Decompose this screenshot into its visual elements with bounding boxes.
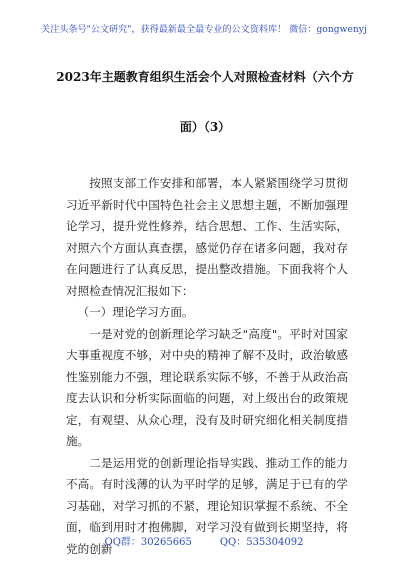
document-title-line-1: 2023年主题教育组织生活会个人对照检查材料（六个方 xyxy=(56,70,354,84)
footer-contact xyxy=(0,533,408,548)
document-body xyxy=(66,173,348,560)
section-heading-theory-study: （一）理论学习方面。 xyxy=(77,305,194,319)
intro-paragraph: 按照支部工作安排和部署，本人紧紧围绕学习贯彻习近平新时代中国特色社会主义思想主题，不断加强理论学习，提升党性修养，结合思想、工作、生活实际，对照六个方面认真查摆，感觉仍存在诸多问题，我对存在问题进行了认真反思，提出整改措施。下面我将个人对照检查情况汇报如下： xyxy=(66,176,348,298)
footer-qq-group: QQ群：30265665 xyxy=(104,537,192,548)
footer-qq-number: QQ：535304092 xyxy=(219,537,304,548)
body-paragraph: 二是运用党的创新理论指导实践、推动工作的能力不高。有时浅薄的认为平时学的足够，满足于已有的学习基础，对学习抓的不紧，理论知识掌握不系统、不全面，临到用时才抱佛脚，对学习没有做到长期坚持，将党的创新 xyxy=(66,455,348,556)
header-banner: 关注头条号"公文研究"，获得最新最全最专业的公文资料库！ 微信：gongwenyj xyxy=(41,25,367,35)
body-paragraph: 一是对党的创新理论学习缺乏"高度"。平时对国家大事重视度不够，对中央的精神了解不及时，政治敏感性鉴别能力不强，理论联系实际不够，不善于从政治高度去认识和分析实际面临的问题，对上级出台的政策规定，有观望、从众心理，没有及时研究细化相关制度措施。 xyxy=(66,326,348,448)
document-title-line-2: 面）（3） xyxy=(179,120,231,134)
